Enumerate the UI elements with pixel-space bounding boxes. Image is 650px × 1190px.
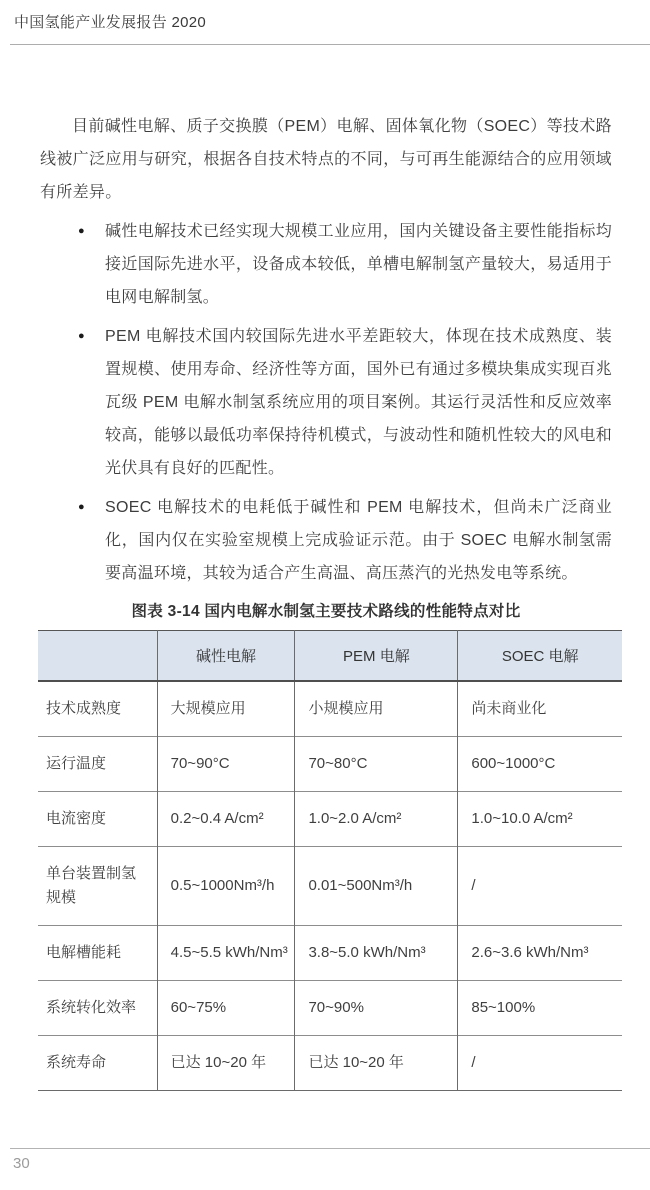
header-divider (10, 44, 650, 45)
footer-divider (10, 1148, 650, 1149)
cell-value: 4.5~5.5 kWh/Nm³ (157, 926, 295, 981)
bullet-text: 碱性电解技术已经实现大规模工业应用，国内关键设备主要性能指标均接近国际先进水平，设备成本较低，单槽电解制氢产量较大，易适用于电网电解制氢。 (105, 223, 612, 306)
cell-value: 70~90% (295, 981, 458, 1036)
table-header-row (38, 631, 622, 682)
row-label: 电流密度 (38, 792, 157, 847)
column-header-alkaline: 碱性电解 (157, 631, 295, 682)
table-row (38, 1036, 622, 1091)
column-header-pem: PEM 电解 (295, 631, 458, 682)
table-row (38, 737, 622, 792)
cell-value: 0.2~0.4 A/cm² (157, 792, 295, 847)
page-number: 30 (13, 1155, 30, 1172)
cell-value: 3.8~5.0 kWh/Nm³ (295, 926, 458, 981)
cell-value: / (458, 847, 622, 926)
bullet-text: PEM 电解技术国内较国际先进水平差距较大，体现在技术成熟度、装置规模、使用寿命、经济性等方面，国外已有通过多模块集成实现百兆瓦级 PEM 电解水制氢系统应用的项目案例。其运行灵活性和反应效率较高，能够以最低功率保持待机模式，与波动性和随机性较大的风电和光伏具有良好的匹配性。 (105, 328, 612, 477)
cell-value: 尚未商业化 (458, 681, 622, 737)
cell-value: 已达 10~20 年 (157, 1036, 295, 1091)
cell-value: 85~100% (458, 981, 622, 1036)
bullet-item-pem (40, 320, 612, 485)
row-label: 电解槽能耗 (38, 926, 157, 981)
table-row (38, 981, 622, 1036)
cell-value: 已达 10~20 年 (295, 1036, 458, 1091)
cell-value: 70~90°C (157, 737, 295, 792)
table-row (38, 847, 622, 926)
column-header-empty (38, 631, 157, 682)
intro-paragraph: 目前碱性电解、质子交换膜（PEM）电解、固体氧化物（SOEC）等技术路线被广泛应用与研究，根据各自技术特点的不同，与可再生能源结合的应用领域有所差异。 (40, 118, 612, 201)
table-row (38, 792, 622, 847)
row-label: 系统转化效率 (38, 981, 157, 1036)
column-header-soec: SOEC 电解 (458, 631, 622, 682)
cell-value: 小规模应用 (295, 681, 458, 737)
report-header-title: 中国氢能产业发展报告 2020 (14, 14, 207, 31)
row-label: 技术成熟度 (46, 700, 122, 717)
table-body (38, 681, 622, 1091)
bullet-text: SOEC 电解技术的电耗低于碱性和 PEM 电解技术，但尚未广泛商业化，国内仅在实验室规模上完成验证示范。由于 SOEC 电解水制氢需要高温环境，其较为适合产生高温、高压蒸汽的光热发电等系统。 (105, 499, 612, 582)
cell-value: 1.0~2.0 A/cm² (295, 792, 458, 847)
bullet-item-alkaline (40, 215, 612, 314)
cell-value: 0.5~1000Nm³/h (157, 847, 295, 926)
cell-value: 1.0~10.0 A/cm² (458, 792, 622, 847)
bullet-item-soec (40, 491, 612, 590)
row-label: 单台装置制氢规模 (38, 847, 157, 926)
cell-value: 2.6~3.6 kWh/Nm³ (458, 926, 622, 981)
performance-comparison-table (38, 630, 622, 1091)
table-row (38, 926, 622, 981)
cell-value: 大规模应用 (157, 681, 295, 737)
table-row (38, 681, 622, 737)
row-label: 系统寿命 (38, 1036, 157, 1091)
cell-value: 600~1000°C (458, 737, 622, 792)
page-content (40, 110, 612, 1091)
cell-value: 70~80°C (295, 737, 458, 792)
table-caption: 图表 3-14 国内电解水制氢主要技术路线的性能特点对比 (131, 603, 521, 620)
cell-value: 60~75% (157, 981, 295, 1036)
cell-value: / (458, 1036, 622, 1091)
row-label: 运行温度 (38, 737, 157, 792)
cell-value: 0.01~500Nm³/h (295, 847, 458, 926)
